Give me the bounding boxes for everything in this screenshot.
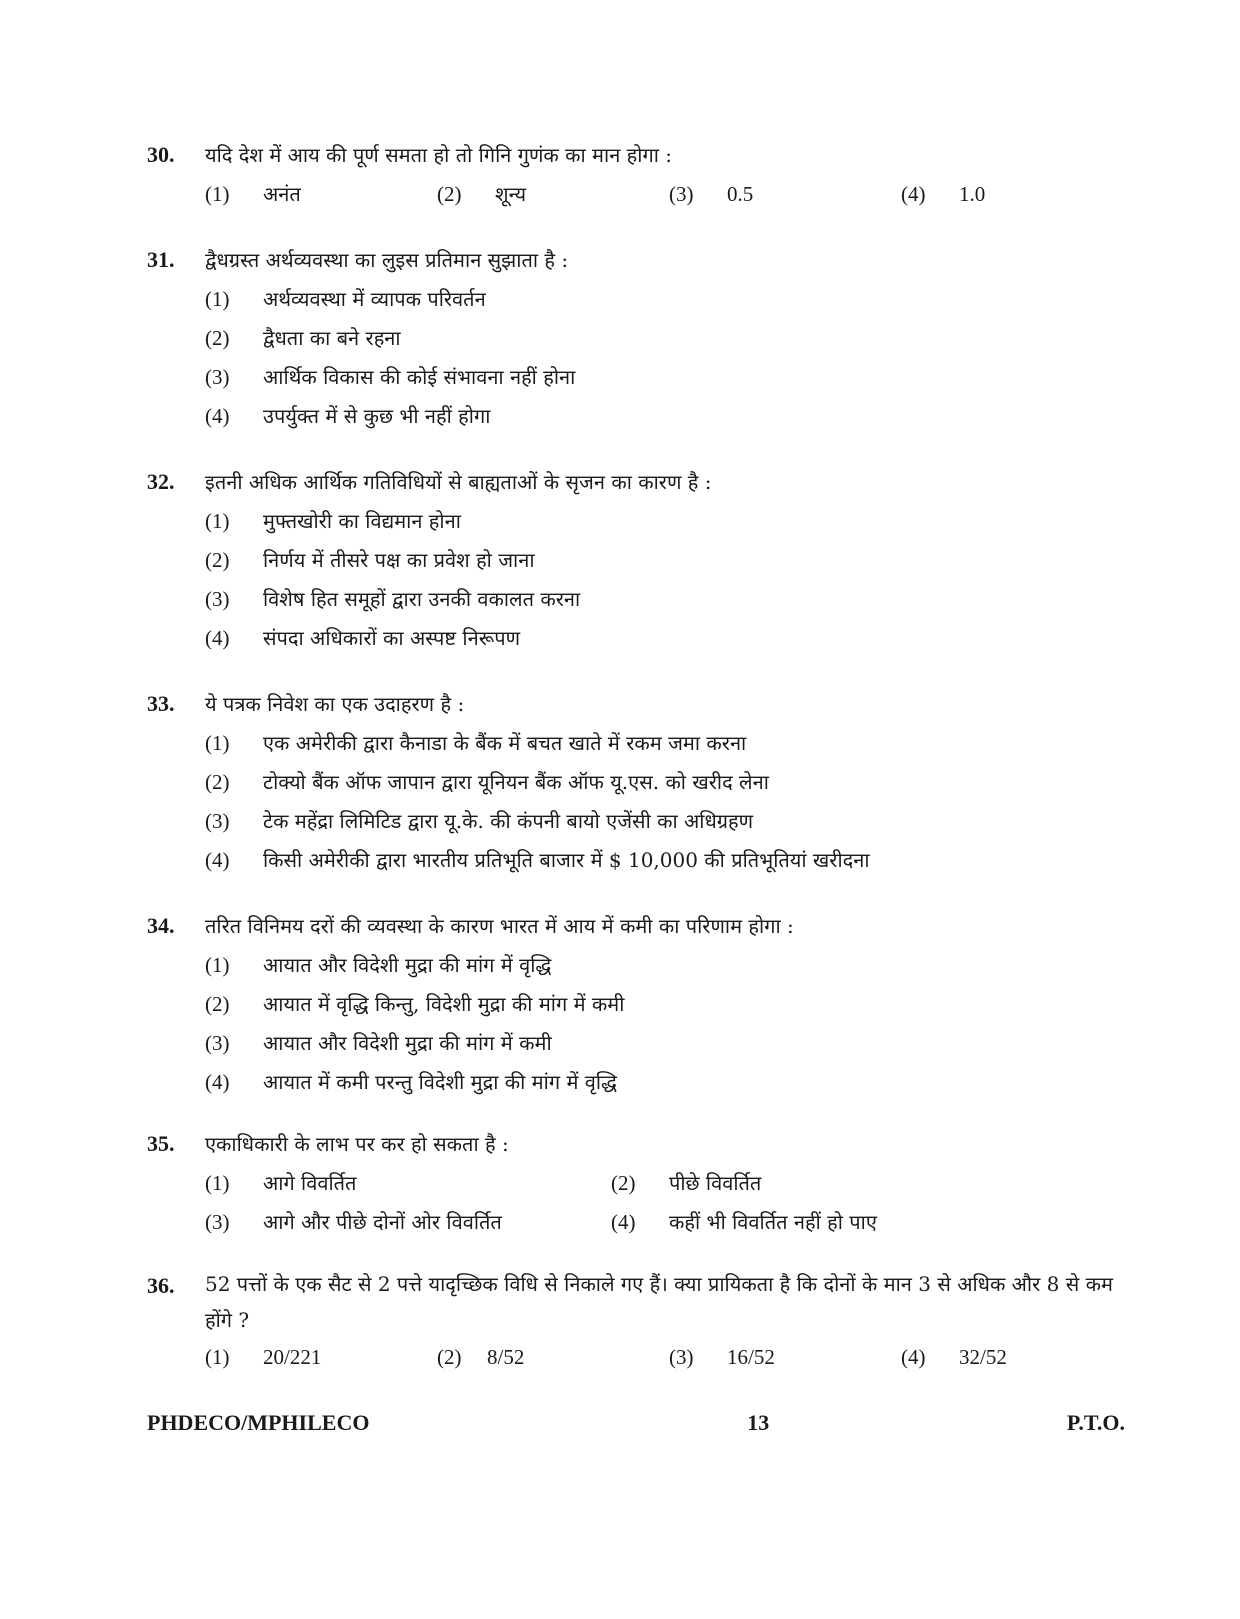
option-2: (2) शून्य xyxy=(437,182,527,206)
option-1: (1) अर्थव्यवस्था में व्यापक परिवर्तन xyxy=(205,287,486,311)
question-32 xyxy=(147,462,1127,658)
question-number: 36. xyxy=(147,1273,175,1298)
option-1: (1) आगे विवर्तित xyxy=(205,1171,357,1195)
question-36 xyxy=(147,1266,1127,1377)
question-number: 34. xyxy=(147,913,175,938)
question-text: इतनी अधिक आर्थिक गतिविधियों से बाह्यताओं के सृजन का कारण है : xyxy=(205,470,712,494)
option-3: (3) आर्थिक विकास की कोई संभावना नहीं होना xyxy=(205,365,576,389)
option-2: (2) पीछे विवर्तित xyxy=(611,1171,762,1195)
question-34 xyxy=(147,906,1127,1102)
option-3: (3) आयात और विदेशी मुद्रा की मांग में कमी xyxy=(205,1031,552,1055)
option-4: (4) कहीं भी विवर्तित नहीं हो पाए xyxy=(611,1210,877,1234)
option-3: (3) 0.5 xyxy=(669,182,754,206)
option-2: (2) द्वैधता का बने रहना xyxy=(205,326,401,350)
option-1: (1) मुफ्तखोरी का विद्यमान होना xyxy=(205,509,461,533)
option-2: (2) 8/52 xyxy=(437,1345,525,1369)
option-3: (3) 16/52 xyxy=(669,1345,775,1369)
question-33 xyxy=(147,684,1127,880)
option-3: (3) विशेष हित समूहों द्वारा उनकी वकालत करना xyxy=(205,587,581,611)
option-3: (3) आगे और पीछे दोनों ओर विवर्तित xyxy=(205,1210,502,1234)
question-text: एकाधिकारी के लाभ पर कर हो सकता है : xyxy=(205,1132,509,1156)
option-4: (4) 1.0 xyxy=(901,182,986,206)
question-text: यदि देश में आय की पूर्ण समता हो तो गिनि गुणंक का मान होगा : xyxy=(205,143,672,167)
question-text: ये पत्रक निवेश का एक उदाहरण है : xyxy=(205,692,465,716)
question-text: द्वैधग्रस्त अर्थव्यवस्था का लुइस प्रतिमान सुझाता है : xyxy=(205,248,569,272)
option-3: (3) टेक महेंद्रा लिमिटिड द्वारा यू.के. की कंपनी बायो एजेंसी का अधिग्रहण xyxy=(205,809,754,833)
option-1: (1) आयात और विदेशी मुद्रा की मांग में वृद्धि xyxy=(205,953,552,977)
question-number: 33. xyxy=(147,691,175,716)
question-30 xyxy=(147,135,1127,214)
question-35 xyxy=(147,1124,1127,1242)
option-2: (2) आयात में वृद्धि किन्तु, विदेशी मुद्रा की मांग में कमी xyxy=(205,992,625,1016)
paper-code: PHDECO/MPHILECO xyxy=(147,1410,370,1435)
page-number: 13 xyxy=(747,1410,770,1435)
question-number: 32. xyxy=(147,469,175,494)
option-2: (2) टोक्यो बैंक ऑफ जापान द्वारा यूनियन बैंक ऑफ यू.एस. को खरीद लेना xyxy=(205,770,769,794)
option-1: (1) एक अमेरीकी द्वारा कैनाडा के बैंक में बचत खाते में रकम जमा करना xyxy=(205,731,747,755)
option-4: (4) किसी अमेरीकी द्वारा भारतीय प्रतिभूति बाजार में $ 10,000 की प्रतिभूतियां खरीदना xyxy=(205,848,870,872)
option-4: (4) आयात में कमी परन्तु विदेशी मुद्रा की मांग में वृद्धि xyxy=(205,1070,618,1094)
question-number: 35. xyxy=(147,1131,175,1156)
option-4: (4) संपदा अधिकारों का अस्पष्ट निरूपण xyxy=(205,626,521,650)
question-text: 52 पत्तों के एक सैट से 2 पत्ते यादृच्छिक विधि से निकाले गए हैं। क्या प्रायिकता है कि दोनों के मान 3 से अधिक और 8 से कम होंगे ? xyxy=(205,1272,1113,1332)
question-number: 30. xyxy=(147,142,175,167)
option-2: (2) निर्णय में तीसरे पक्ष का प्रवेश हो जाना xyxy=(205,548,535,572)
page-footer xyxy=(147,1410,1125,1436)
question-text: तरित विनिमय दरों की व्यवस्था के कारण भारत में आय में कमी का परिणाम होगा : xyxy=(205,914,794,938)
question-31 xyxy=(147,240,1127,436)
question-number: 31. xyxy=(147,247,175,272)
pto-label: P.T.O. xyxy=(1066,1410,1125,1435)
option-1: (1) अनंत xyxy=(205,182,301,206)
option-4: (4) 32/52 xyxy=(901,1345,1007,1369)
option-4: (4) उपर्युक्त में से कुछ भी नहीं होगा xyxy=(205,404,491,428)
option-1: (1) 20/221 xyxy=(205,1345,322,1369)
